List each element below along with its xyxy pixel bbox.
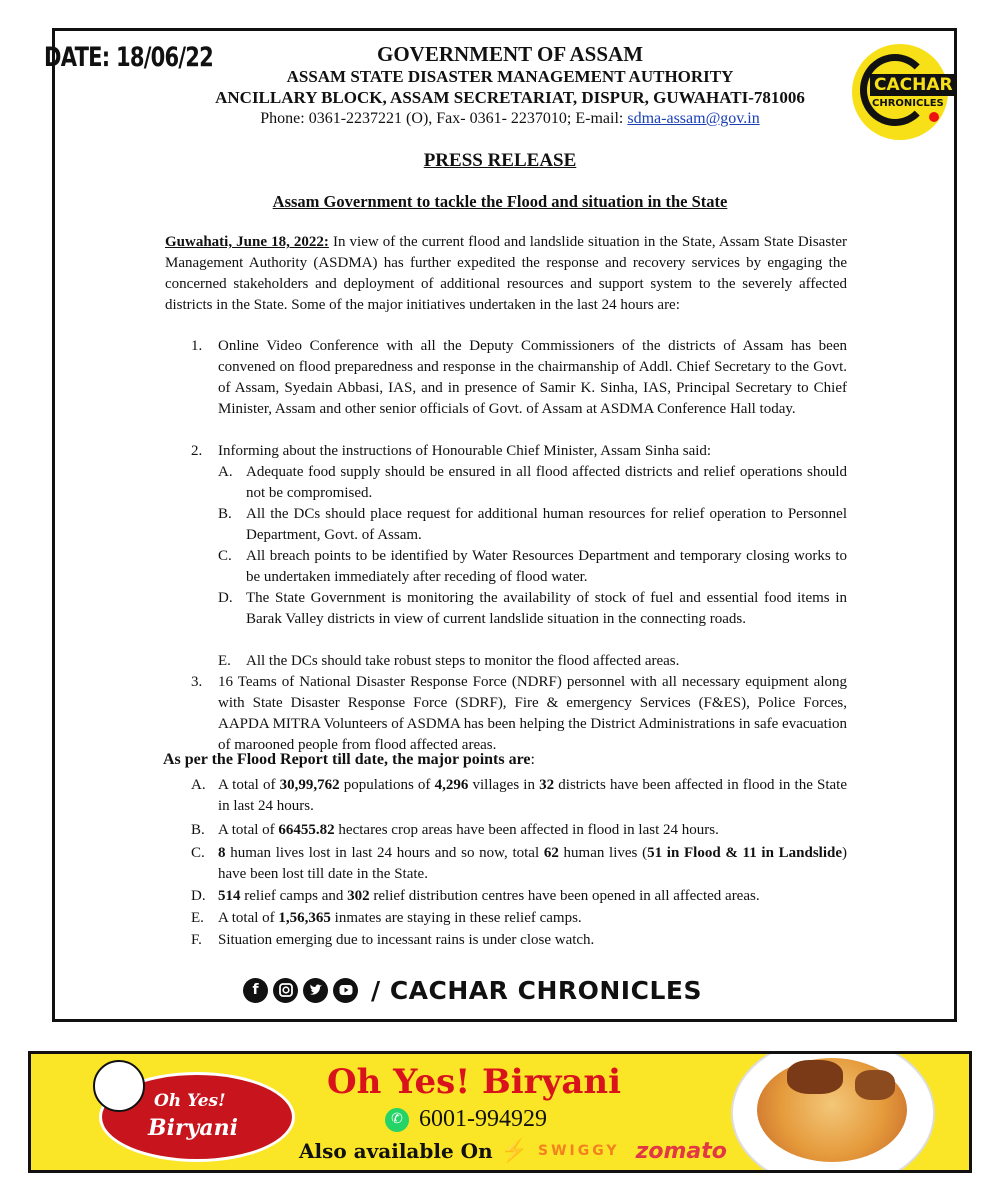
email-link[interactable]: sdma-assam@gov.in [627, 110, 760, 127]
twitter-icon[interactable] [303, 978, 328, 1003]
instruction-letter: B. [218, 506, 232, 522]
swiggy-logo-text: SWIGGY [538, 1143, 620, 1159]
report-text: villages in [468, 777, 540, 793]
letterhead-line1: GOVERNMENT OF ASSAM [376, 42, 644, 66]
report-point-d [218, 886, 847, 907]
report-value: 51 in Flood & 11 in Landslide [647, 845, 842, 861]
report-point-b [218, 820, 847, 841]
flood-report-heading [163, 751, 535, 769]
social-footer [243, 976, 702, 1005]
flood-report-heading-colon: : [530, 751, 535, 768]
initiative-text: Informing about the instructions of Honourable Chief Minister, Assam Sinha said: [218, 443, 712, 459]
report-point-e [218, 908, 847, 929]
badge-line1: Oh Yes! [154, 1091, 226, 1111]
initiative-number: 1. [191, 338, 203, 354]
report-text: A total of [218, 822, 279, 838]
report-letter: E. [191, 910, 204, 926]
report-letter: A. [191, 777, 206, 793]
report-letter: F. [191, 932, 202, 948]
instruction-letter: A. [218, 464, 233, 480]
intro-lead: Guwahati, June 18, 2022: [165, 234, 329, 250]
intro-paragraph [165, 232, 847, 316]
report-letter: C. [191, 845, 205, 861]
report-text: districts have been affected in flood in the State in last 24 hours. [218, 777, 847, 814]
report-value: 62 [543, 845, 559, 861]
report-text: A total of [218, 910, 279, 926]
whatsapp-icon: ✆ [385, 1108, 409, 1132]
report-point-a [218, 775, 847, 817]
initiative-text: Online Video Conference with all the Deputy Commissioners of the districts of Assam has been convened on flood preparedness and response in the chairmanship of Addl. Chief Secretary to the Govt. of Assam, Syedain Abbasi, IAS, and in presence of Samir K. Sinha, IAS, Principal Secretary to Chief Minister, Assam and other senior officials of Govt. of Assam at ASDMA Conference Hall today. [218, 338, 847, 417]
instruction-text: All breach points to be identified by Water Resources Department and temporary closing works to be undertaken immediately after receding of flood water. [246, 548, 847, 585]
flood-report-heading-text: As per the Flood Report till date, the major points are [163, 751, 531, 768]
report-text: inmates are staying in these relief camps. [330, 910, 582, 926]
instruction-letter: E. [218, 653, 231, 669]
youtube-icon[interactable] [333, 978, 358, 1003]
report-point-f [218, 930, 847, 951]
contact-text: Phone: 0361-2237221 (O), Fax- 0361- 2237010; E-mail: [260, 110, 628, 127]
report-value: 32 [539, 777, 555, 793]
ad-phone-number: 6001-994929 [419, 1106, 547, 1132]
ad-title: Oh Yes! Biryani [327, 1062, 622, 1102]
badge-line2: Biryani [148, 1115, 238, 1141]
logo-dot [929, 112, 939, 122]
ad-phone [385, 1106, 547, 1133]
swiggy-icon: ⚡ [500, 1138, 529, 1164]
report-value: 514 [218, 888, 241, 904]
biryani-advertisement[interactable] [28, 1051, 972, 1173]
social-brand-text: / CACHAR CHRONICLES [371, 976, 702, 1005]
ad-availability [299, 1138, 727, 1164]
logo-word2: CHRONICLES [872, 98, 944, 109]
press-release-title: PRESS RELEASE [423, 150, 577, 171]
report-value: 66455.82 [278, 822, 335, 838]
report-text: populations of [339, 777, 435, 793]
zomato-logo-text: zomato [635, 1138, 727, 1164]
report-text: A total of [218, 777, 280, 793]
report-value: 1,56,365 [278, 910, 331, 926]
report-letter: B. [191, 822, 205, 838]
report-text: ) have been lost till date in the State. [218, 845, 847, 882]
report-value: 4,296 [434, 777, 469, 793]
intro-text: In view of the current flood and landslide situation in the State, Assam State Disaster Management Authority (ASDMA) has further expedited the response and recovery services by engaging the concerned stakeholders and deployment of additional resources and support system to the severely affected districts in the State. Some of the major initiatives undertaken in the last 24 hours are: [165, 234, 847, 313]
initiative-text: 16 Teams of National Disaster Response Force (NDRF) personnel with all necessary equipment along with State Disaster Response Force (SDRF), Fire & emergency Services (F&ES), Police Forces, AAPDA MITRA Volunteers of ASDMA has been helping the District Administrations in safe evacuation of marooned people from flood affected areas. [218, 674, 847, 753]
instruction-text: The State Government is monitoring the availability of stock of fuel and essential food items in Barak Valley districts in view of current landslide situation in the connecting roads. [246, 590, 847, 627]
logo-word1: CACHAR [870, 74, 957, 96]
biryani-meat-image [855, 1070, 895, 1100]
report-value: 8 [218, 845, 226, 861]
report-value: 302 [347, 888, 370, 904]
report-text: human lives ( [558, 845, 648, 861]
subject-line: Assam Government to tackle the Flood and situation in the State [272, 192, 728, 211]
instruction-text: All the DCs should place request for additional human resources for relief operation to Personnel Department, Govt. of Assam. [246, 506, 847, 543]
facebook-icon[interactable]: f [243, 978, 268, 1003]
instagram-icon[interactable] [273, 978, 298, 1003]
initiative-number: 2. [191, 443, 203, 459]
ad-available-text: Also available On [299, 1139, 493, 1163]
report-value: 30,99,762 [279, 777, 340, 793]
report-text: hectares crop areas have been affected in flood in last 24 hours. [334, 822, 719, 838]
date-stamp: DATE: 18/06/22 [44, 42, 214, 73]
instruction-letter: C. [218, 548, 232, 564]
letterhead-address: ANCILLARY BLOCK, ASSAM SECRETARIAT, DISPUR, GUWAHATI-781006 [215, 88, 805, 107]
chef-mascot-icon [93, 1060, 145, 1112]
report-text: relief distribution centres have been opened in all affected areas. [369, 888, 760, 904]
report-letter: D. [191, 888, 206, 904]
letterhead [160, 42, 860, 129]
instruction-letter: D. [218, 590, 233, 606]
instruction-text: All the DCs should take robust steps to monitor the flood affected areas. [246, 653, 680, 669]
instruction-text: Adequate food supply should be ensured in all flood affected districts and relief operations should not be compromised. [246, 464, 847, 501]
report-text: human lives lost in last 24 hours and so now, total [225, 845, 544, 861]
cachar-chronicles-logo [852, 44, 953, 140]
report-text: Situation emerging due to incessant rains is under close watch. [218, 932, 595, 948]
biryani-meat-image [787, 1060, 843, 1094]
letterhead-contact [160, 108, 860, 129]
report-text: relief camps and [240, 888, 348, 904]
initiative-number: 3. [191, 674, 203, 690]
letterhead-line2: ASSAM STATE DISASTER MANAGEMENT AUTHORITY [286, 67, 734, 86]
report-point-c [218, 843, 847, 885]
